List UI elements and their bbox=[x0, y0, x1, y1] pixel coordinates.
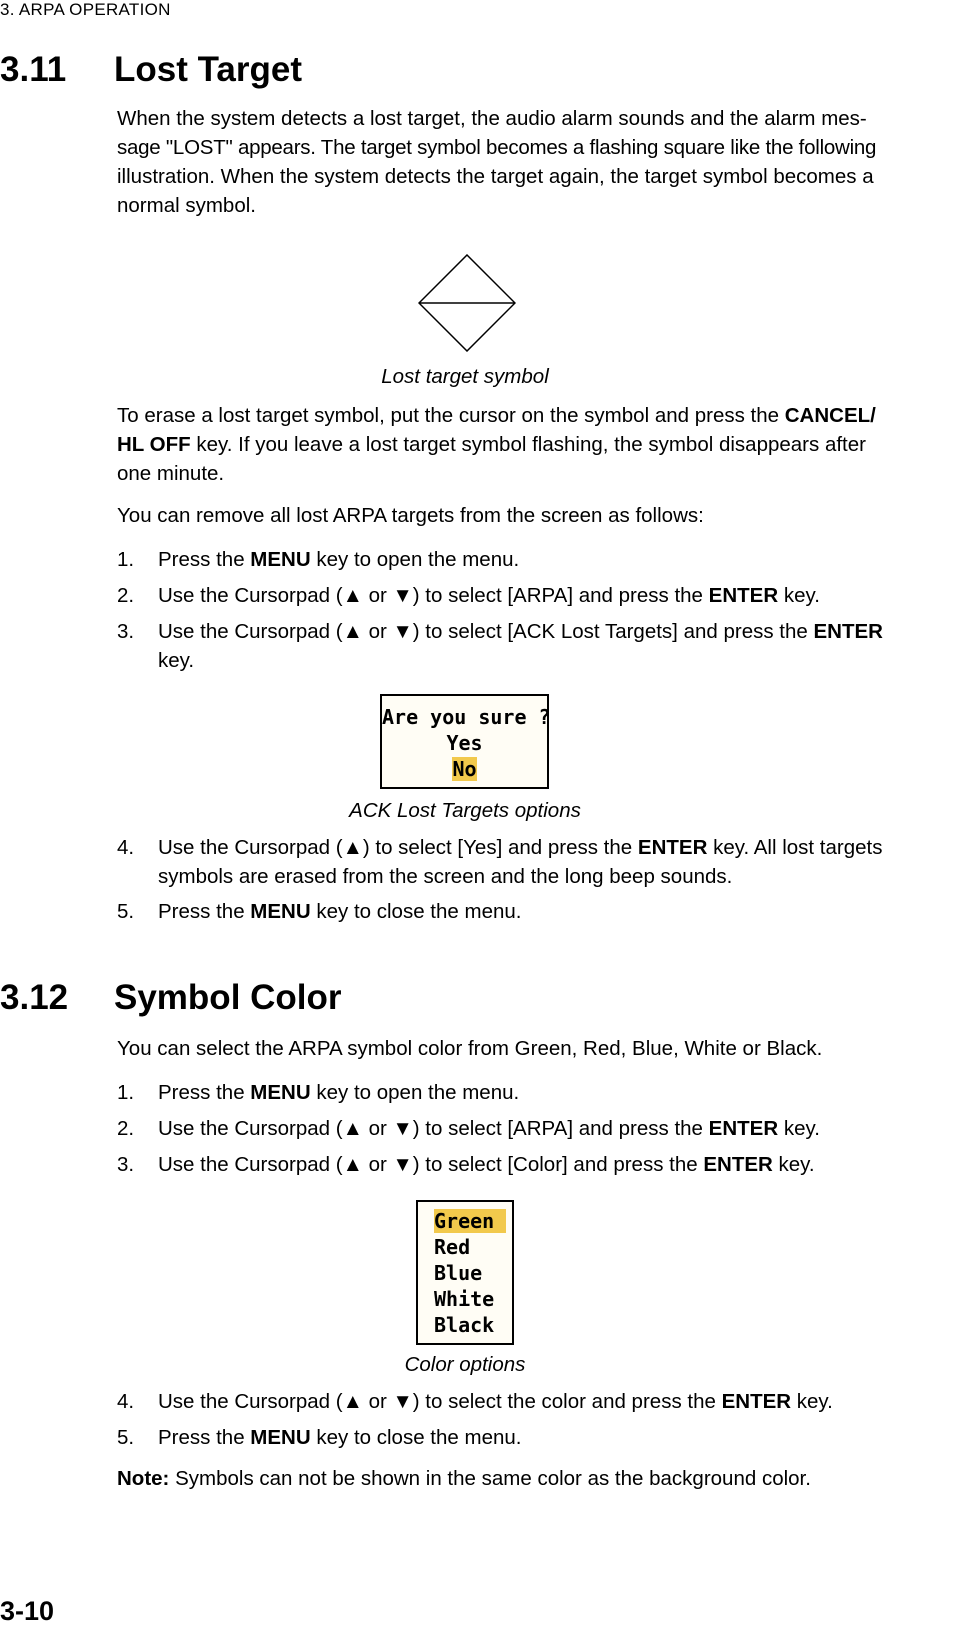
color-options-menu bbox=[416, 1200, 514, 1345]
list-item bbox=[117, 1423, 965, 1452]
key-name: MENU bbox=[250, 1081, 311, 1104]
intro-line: normal symbol. bbox=[117, 194, 256, 217]
intro-line: illustration. When the system detects the target again, the target symbol becomes a bbox=[117, 165, 874, 188]
key-name: MENU bbox=[250, 1426, 311, 1449]
list-item bbox=[117, 581, 965, 610]
text: Use the Cursorpad (▲ or ▼) to select [ARPA] and press the bbox=[158, 1117, 709, 1140]
list-item bbox=[117, 1387, 965, 1416]
text: key. bbox=[778, 584, 820, 607]
text: Press the bbox=[158, 900, 251, 923]
list-item bbox=[117, 1150, 965, 1179]
step-number: 4. bbox=[117, 836, 135, 859]
list-item bbox=[117, 1078, 965, 1107]
section-number: 3.12 bbox=[0, 978, 69, 1017]
text: Press the bbox=[158, 548, 251, 571]
key-name: ENTER bbox=[813, 620, 883, 643]
color-option-red[interactable]: Red bbox=[434, 1235, 471, 1259]
step-number: 2. bbox=[117, 584, 135, 607]
color-option-white[interactable]: White bbox=[434, 1287, 495, 1311]
note-paragraph bbox=[117, 1464, 965, 1493]
key-name: HL OFF bbox=[117, 433, 191, 456]
text: one minute. bbox=[117, 462, 225, 485]
running-header: 3. ARPA OPERATION bbox=[0, 0, 171, 19]
color-option-black[interactable]: Black bbox=[434, 1313, 495, 1337]
key-name: ENTER bbox=[708, 584, 779, 607]
erase-paragraph bbox=[117, 401, 965, 488]
color-option-blue[interactable]: Blue bbox=[434, 1261, 483, 1285]
figure-caption: Lost target symbol bbox=[381, 365, 549, 388]
section-title: Lost Target bbox=[114, 50, 302, 89]
text: Press the bbox=[158, 1081, 251, 1104]
key-name: MENU bbox=[250, 900, 311, 923]
text: Use the Cursorpad (▲ or ▼) to select [ACK Lost Targets] and press the bbox=[158, 620, 814, 643]
text: symbols are erased from the screen and the long beep sounds. bbox=[158, 865, 733, 888]
key-name: ENTER bbox=[703, 1153, 773, 1176]
step-number: 1. bbox=[117, 548, 135, 571]
key-name: MENU bbox=[250, 548, 311, 571]
ack-lost-targets-dialog bbox=[380, 694, 549, 789]
figure-caption: ACK Lost Targets options bbox=[349, 799, 581, 822]
step-number: 1. bbox=[117, 1081, 135, 1104]
step-number: 5. bbox=[117, 1426, 135, 1449]
figure-caption: Color options bbox=[404, 1353, 526, 1376]
key-name: CANCEL/ bbox=[784, 404, 876, 427]
text: Use the Cursorpad (▲ or ▼) to select [ARPA] and press the bbox=[158, 584, 709, 607]
step-number: 3. bbox=[117, 1153, 135, 1176]
text: Use the Cursorpad (▲) to select [Yes] and press the bbox=[158, 836, 638, 859]
text: key to close the menu. bbox=[310, 1426, 522, 1449]
section-number: 3.11 bbox=[0, 50, 67, 89]
yes-option[interactable]: Yes bbox=[446, 731, 483, 755]
no-option[interactable]: No bbox=[452, 757, 477, 781]
text: key to close the menu. bbox=[310, 900, 522, 923]
list-item bbox=[117, 617, 965, 675]
lost-target-symbol bbox=[418, 254, 516, 352]
list-item bbox=[117, 897, 965, 926]
section-title: Symbol Color bbox=[114, 978, 342, 1017]
remove-paragraph: You can remove all lost ARPA targets from the screen as follows: bbox=[117, 504, 704, 527]
list-item bbox=[117, 545, 965, 574]
text: key to open the menu. bbox=[310, 1081, 520, 1104]
key-name: ENTER bbox=[721, 1390, 792, 1413]
intro-paragraph: You can select the ARPA symbol color from Green, Red, Blue, White or Black. bbox=[117, 1037, 823, 1060]
text: key. bbox=[778, 1117, 820, 1140]
step-number: 2. bbox=[117, 1117, 135, 1140]
text: key. bbox=[772, 1153, 815, 1176]
list-item bbox=[117, 1114, 965, 1143]
text: key. All lost targets bbox=[707, 836, 883, 859]
text: key. bbox=[158, 649, 195, 672]
note-label: Note: bbox=[117, 1467, 170, 1490]
text: Use the Cursorpad (▲ or ▼) to select the color and press the bbox=[158, 1390, 722, 1413]
step-number: 5. bbox=[117, 900, 135, 923]
intro-line: When the system detects a lost target, the audio alarm sounds and the alarm mes- bbox=[117, 107, 867, 130]
text: key. bbox=[791, 1390, 833, 1413]
note-text: Symbols can not be shown in the same color as the background color. bbox=[169, 1467, 811, 1490]
intro-line: sage "LOST" appears. The target symbol becomes a flashing square like the following bbox=[117, 136, 877, 159]
text: Press the bbox=[158, 1426, 251, 1449]
page-number: 3-10 bbox=[0, 1596, 55, 1626]
intro-paragraph bbox=[117, 104, 965, 220]
text: To erase a lost target symbol, put the cursor on the symbol and press the bbox=[117, 404, 785, 427]
step-number: 4. bbox=[117, 1390, 135, 1413]
key-name: ENTER bbox=[708, 1117, 779, 1140]
text: Use the Cursorpad (▲ or ▼) to select [Color] and press the bbox=[158, 1153, 704, 1176]
text: key to open the menu. bbox=[310, 548, 520, 571]
text: key. If you leave a lost target symbol flashing, the symbol disappears after bbox=[190, 433, 866, 456]
list-item bbox=[117, 833, 965, 891]
color-option-green[interactable]: Green bbox=[434, 1209, 506, 1233]
step-number: 3. bbox=[117, 620, 135, 643]
dialog-question: Are you sure ? bbox=[382, 705, 551, 729]
key-name: ENTER bbox=[637, 836, 708, 859]
